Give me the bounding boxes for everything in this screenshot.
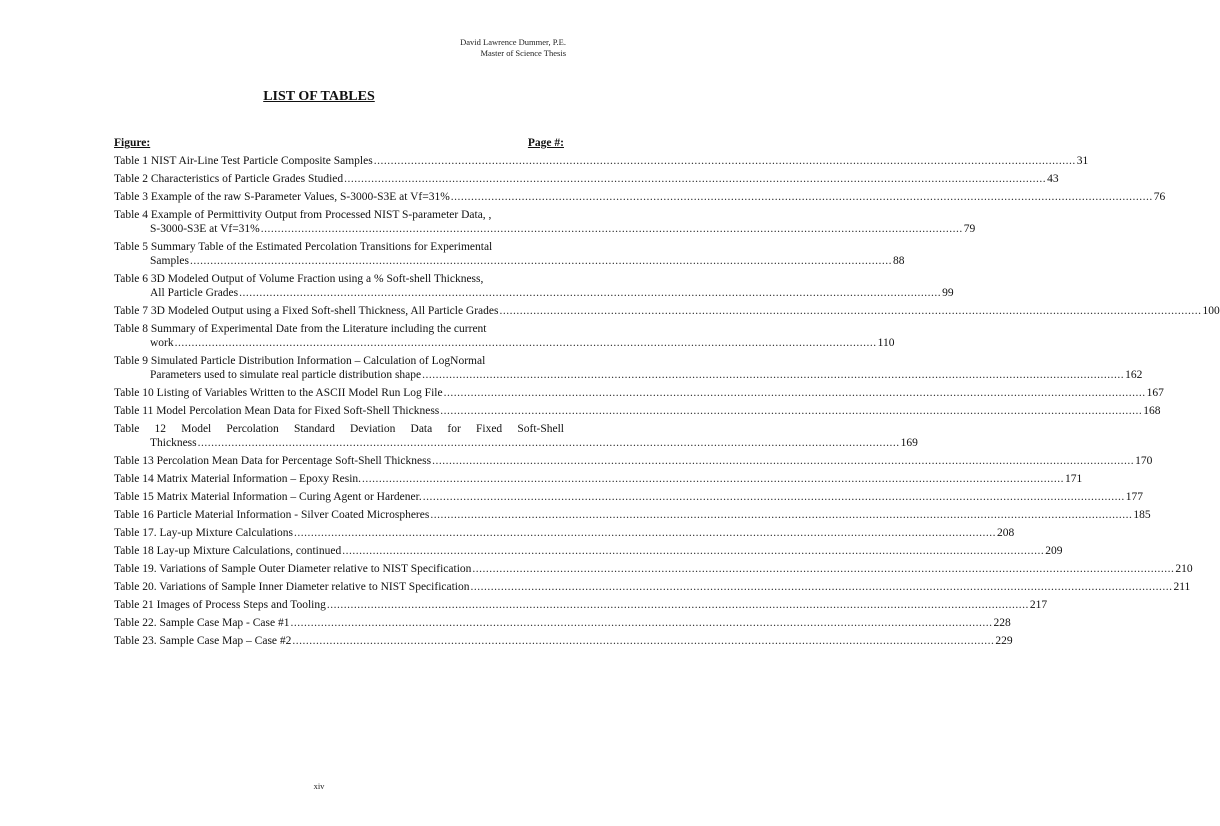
toc-entry-page-number[interactable]: 228 [993,617,1011,629]
toc-entry-last-line [114,508,1151,522]
toc-entry-last-line [114,254,905,268]
toc-entry-line: Table 14 Matrix Material Information – Epoxy Resin. [114,473,362,485]
toc-entry[interactable] [114,454,1153,468]
toc-entry-line: Table 6 3D Modeled Output of Volume Fraction using a % Soft-shell Thickness, [114,273,484,285]
toc-entry-line: Table 9 Simulated Particle Distribution Information – Calculation of LogNormal [114,355,486,367]
dot-leader [344,173,1046,185]
toc-entry[interactable] [114,240,905,268]
page-title: LIST OF TABLES [263,89,375,104]
toc-entry-last-line [114,526,1015,540]
toc-entry[interactable] [114,508,1151,522]
header-author: David Lawrence Dummer, P.E. [460,37,566,47]
toc-entry-line: Table 8 Summary of Experimental Date from the Literature including the current [114,323,487,335]
dot-leader [422,369,1124,381]
toc-entry-last-line [114,562,1193,576]
toc-entry-text [114,208,976,236]
toc-entry-line: Table 23. Sample Case Map – Case #2 [114,635,292,647]
dot-leader [292,635,994,647]
toc-entry[interactable] [114,304,1220,318]
toc-entry-last-line [114,336,895,350]
toc-entry-text [114,172,1059,186]
toc-entry-last-line [114,634,1013,648]
toc-entry-page-number[interactable]: 79 [963,223,976,235]
toc-entry-text [114,616,1011,630]
toc-entry-page-number[interactable]: 208 [997,527,1015,539]
toc-entry-page-number[interactable]: 210 [1175,563,1193,575]
toc-entry-text [114,240,905,268]
toc-entry-page-number[interactable]: 229 [995,635,1013,647]
toc-entry-line: Table 16 Particle Material Information - Silver Coated Microspheres [114,509,430,521]
dot-leader [342,545,1044,557]
toc-entry[interactable] [114,154,1089,168]
dot-leader [472,563,1174,575]
toc-entry-text [114,580,1191,594]
toc-entry-line: Table 19. Variations of Sample Outer Diameter relative to NIST Specification [114,563,472,575]
toc-entry-line: Table 21 Images of Process Steps and Tooling [114,599,326,611]
toc-entry-text [114,508,1151,522]
toc-entry-last-line [114,580,1191,594]
toc-entry-page-number[interactable]: 88 [892,255,905,267]
toc-entry[interactable] [114,598,1048,612]
toc-entry-last-line [114,472,1083,486]
toc-entry[interactable] [114,490,1143,504]
toc-entry[interactable] [114,272,954,300]
toc-entry-line: Table 1 NIST Air-Line Test Particle Composite Samples [114,155,373,167]
toc-entry-line: All Particle Grades [150,287,239,299]
toc-entry-text [114,544,1063,558]
dot-leader [374,155,1076,167]
page-number: xiv [313,781,325,791]
toc-entry-line: Table 12 Model Percolation Standard Deviation Data for Fixed Soft-Shell [114,423,564,435]
toc-entry-line: Table 15 Matrix Material Information – Curing Agent or Hardener. [114,491,422,503]
figure-column-header: Figure: [114,137,151,149]
toc-entry-page-number[interactable]: 167 [1146,387,1164,399]
toc-entry-last-line [114,386,1164,400]
toc-entry-last-line [114,304,1220,318]
dot-leader [190,255,892,267]
toc-entry-text [114,422,918,450]
toc-entry-text [114,454,1153,468]
toc-entry-line: Table 11 Model Percolation Mean Data for Fixed Soft-Shell Thickness [114,405,440,417]
toc-entry-line: Table 18 Lay-up Mixture Calculations, continued [114,545,342,557]
toc-entry-page-number[interactable]: 168 [1143,405,1161,417]
page-column-header: Page #: [527,137,564,149]
toc-entry-text [114,634,1013,648]
toc-entry-line: Table 4 Example of Permittivity Output from Processed NIST S-parameter Data, , [114,209,492,221]
toc-entry[interactable] [114,580,1191,594]
toc-entry-page-number[interactable]: 169 [900,437,918,449]
toc-entry[interactable] [114,616,1011,630]
toc-entry-text [114,404,1161,418]
toc-entry-page-number[interactable]: 209 [1045,545,1063,557]
dot-leader [327,599,1029,611]
toc-entry-line: Table 5 Summary Table of the Estimated Percolation Transitions for Experimental [114,241,493,253]
toc-entry[interactable] [114,190,1166,204]
dot-leader [500,305,1202,317]
toc-entry-last-line [114,190,1166,204]
toc-entry-line: work [150,337,174,349]
toc-entry[interactable] [114,634,1013,648]
toc-entry-page-number[interactable]: 99 [942,287,954,299]
toc-entry-page-number[interactable]: 170 [1135,455,1153,467]
toc-entry-line: Table 10 Listing of Variables Written to the ASCII Model Run Log File [114,387,443,399]
toc-entry-last-line [114,286,954,300]
toc-entry-page-number[interactable]: 185 [1133,509,1151,521]
list-of-tables [114,136,1220,648]
toc-entry-text [114,354,1143,382]
toc-entry-line: Table 2 Characteristics of Particle Grades Studied [114,173,344,185]
dot-leader [294,527,996,539]
toc-entry-text [114,472,1083,486]
dot-leader [198,437,900,449]
toc-entry-last-line [114,544,1063,558]
toc-entry-page-number[interactable]: 162 [1125,369,1143,381]
toc-entry-text [114,322,895,350]
toc-entry[interactable] [114,422,918,450]
toc-entry[interactable] [114,322,895,350]
dot-leader [430,509,1132,521]
toc-entry-last-line [114,598,1048,612]
dot-leader [432,455,1134,467]
toc-entry-page-number[interactable]: 217 [1029,599,1048,611]
toc-entry-text [114,386,1164,400]
toc-entry-text [114,190,1166,204]
toc-entry-text [114,562,1193,576]
dot-leader [261,223,963,235]
toc-column-headers [114,136,564,150]
toc-entry-page-number[interactable]: 31 [1076,155,1089,167]
toc-entry[interactable] [114,208,976,236]
toc-entry-page-number[interactable]: 177 [1125,491,1143,503]
toc-entry-last-line [114,222,976,236]
toc-entry[interactable] [114,404,1161,418]
toc-entry-page-number[interactable]: 211 [1173,581,1191,593]
toc-entry-line: S-3000-S3E at Vf=31% [150,223,260,235]
toc-entry-line: Table 22. Sample Case Map - Case #1 [114,617,290,629]
header-degree: Master of Science Thesis [480,48,566,58]
toc-entry-text [114,304,1220,318]
dot-leader [423,491,1125,503]
toc-entry[interactable] [114,472,1083,486]
dot-leader [440,405,1142,417]
dot-leader [444,387,1146,399]
toc-entry-last-line [114,154,1089,168]
toc-entry-line: Table 13 Percolation Mean Data for Percentage Soft-Shell Thickness [114,455,432,467]
toc-entry[interactable] [114,386,1164,400]
toc-entry-last-line [114,616,1011,630]
dot-leader [451,191,1153,203]
toc-entry-page-number[interactable]: 110 [877,337,895,349]
toc-entry-line: Thickness [150,437,197,449]
toc-entry[interactable] [114,562,1193,576]
toc-entry-page-number[interactable]: 76 [1153,191,1166,203]
dot-leader [362,473,1064,485]
toc-entry-last-line [114,368,1143,382]
toc-entry[interactable] [114,172,1059,186]
toc-entry-page-number[interactable]: 100 [1202,305,1220,317]
toc-entry-line: Parameters used to simulate real particle distribution shape [150,369,422,381]
toc-entry-text [114,490,1143,504]
toc-entry-page-number[interactable]: 43 [1047,173,1059,185]
toc-entry-text [114,526,1015,540]
toc-entry[interactable] [114,354,1143,382]
running-header [460,37,566,59]
toc-entry-line: Table 7 3D Modeled Output using a Fixed Soft-shell Thickness, All Particle Grades [114,305,499,317]
dot-leader [175,337,877,349]
toc-entry-text [114,154,1089,168]
toc-entry-line: Samples [150,255,189,267]
toc-entry-line: Table 17. Lay-up Mixture Calculations [114,527,293,539]
toc-entry-last-line [114,436,918,450]
toc-entry[interactable] [114,544,1063,558]
toc-entry-line: Table 3 Example of the raw S-Parameter Values, S-3000-S3E at Vf=31% [114,191,450,203]
dot-leader [239,287,941,299]
toc-entry[interactable] [114,526,1015,540]
toc-entries [114,154,1220,648]
dot-leader [470,581,1172,593]
toc-entry-last-line [114,404,1161,418]
toc-entry-line: Table 20. Variations of Sample Inner Diameter relative to NIST Specification [114,581,470,593]
toc-entry-last-line [114,454,1153,468]
toc-entry-last-line [114,490,1143,504]
dot-leader [291,617,993,629]
toc-entry-page-number[interactable]: 171 [1065,473,1083,485]
toc-entry-last-line [114,172,1059,186]
toc-entry-text [114,272,954,300]
toc-entry-text [114,598,1048,612]
